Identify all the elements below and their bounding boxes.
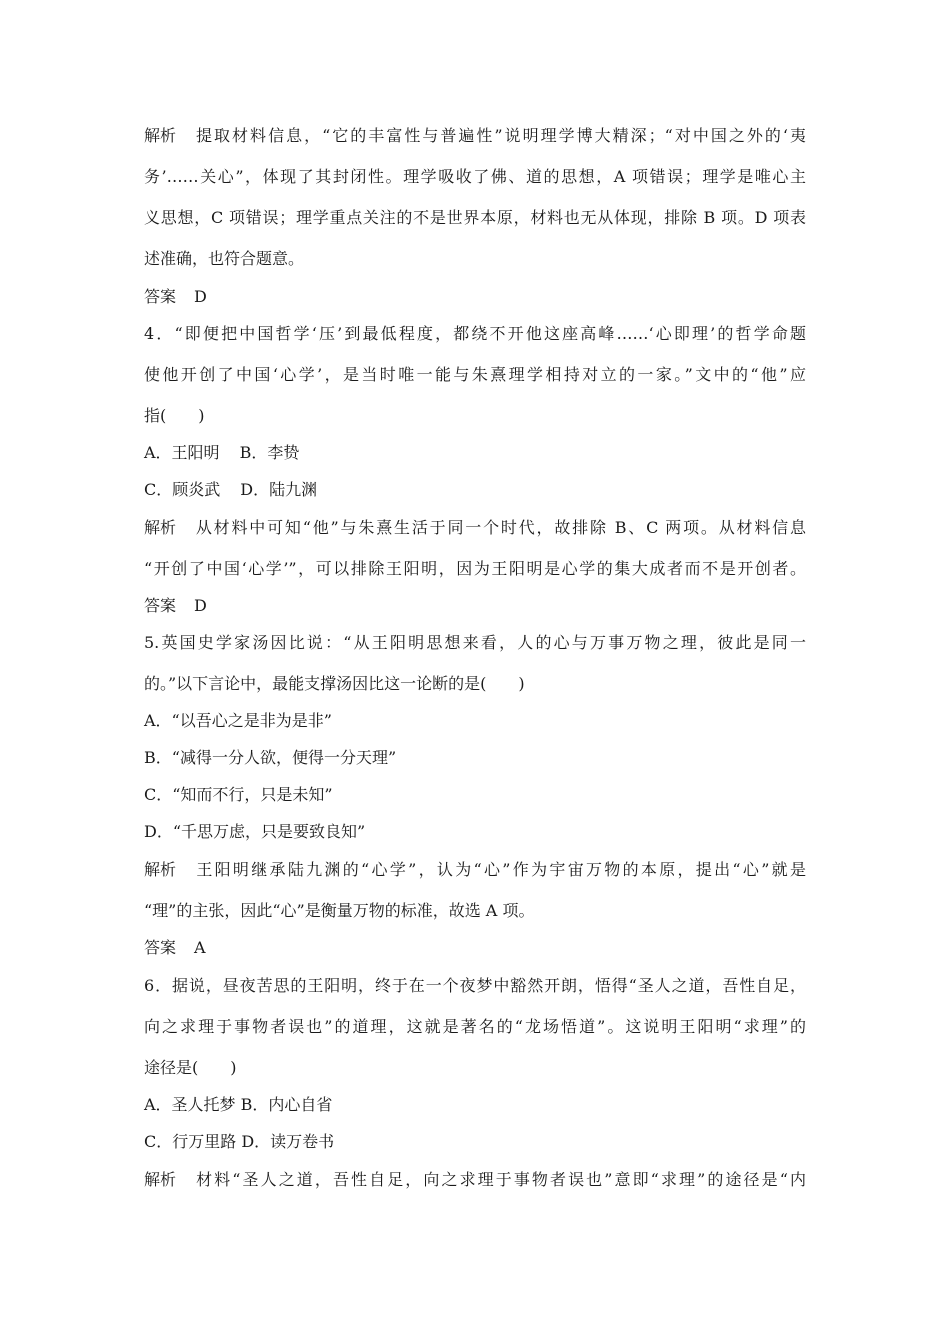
q4-stem-line-3: 指( ) — [144, 406, 205, 425]
q3-analysis-line-2: 务’……关心”，体现了其封闭性。理学吸收了佛、道的思想，A 项错误；理学是唯心主 — [144, 167, 806, 186]
q6-analysis-line-1: 解析 材料“圣人之道，吾性自足，向之求理于事物者误也”意即“求理”的途径是“内 — [144, 1170, 806, 1189]
q5-option-a: A．“以吾心之是非为是非” — [144, 711, 332, 730]
q5-answer — [144, 937, 206, 959]
q4-option-b: B．李贽 — [239, 443, 300, 462]
q3-analysis-line-1: 解析 提取材料信息，“它的丰富性与普遍性”说明理学博大精深；“对中国之外的‘夷 — [144, 126, 806, 145]
q6-options-row-1: A．圣人托梦 B．内心自省 — [144, 1095, 333, 1114]
analysis-label: 解析 — [144, 126, 177, 145]
q6-stem-line-3: 途径是( ) — [144, 1058, 237, 1077]
answer-value: A — [194, 938, 206, 957]
q5-option-d: D．“千思万虑，只是要致良知” — [144, 822, 366, 841]
q5-option-b: B．“减得一分人欲，便得一分天理” — [144, 748, 397, 767]
q4-option-d: D．陆九渊 — [240, 480, 318, 499]
q3-analysis-line-4: 述准确，也符合题意。 — [144, 249, 305, 268]
q6-stem-line-2: 向之求理于事物者误也”的道理，这就是著名的“龙场悟道”。这说明王阳明“求理”的 — [144, 1017, 806, 1036]
q4-analysis-line-2: “开创了中国‘心学’”，可以排除王阳明，因为王阳明是心学的集大成者而不是开创者。 — [144, 559, 806, 578]
q5-stem-line-2: 的。”以下言论中，最能支撑汤因比这一论断的是( ) — [144, 674, 525, 693]
q4-options-row-1 — [144, 442, 299, 464]
q4-stem-line-1: 4．“即便把中国哲学‘压’到最低程度，都绕不开他这座高峰……‘心即理’的哲学命题 — [144, 324, 806, 343]
answer-label: 答案 — [144, 938, 177, 957]
q6-stem-line-1: 6．据说，昼夜苦思的王阳明，终于在一个夜梦中豁然开朗，悟得“圣人之道，吾性自足， — [144, 976, 806, 995]
answer-label: 答案 — [144, 287, 177, 306]
q4-option-c: C．顾炎武 — [144, 480, 221, 499]
q3-answer — [144, 286, 207, 308]
q4-option-a: A．王阳明 — [144, 443, 220, 462]
analysis-label: 解析 — [144, 860, 177, 879]
analysis-label: 解析 — [144, 518, 177, 537]
answer-value: D — [194, 596, 207, 615]
q6-options-row-2: C．行万里路 D．读万卷书 — [144, 1132, 335, 1151]
q3-analysis-line-3: 义思想，C 项错误；理学重点关注的不是世界本原，材料也无从体现，排除 B 项。D 项表 — [144, 208, 806, 227]
q4-options-row-2 — [144, 479, 317, 501]
q4-analysis-line-1: 解析 从材料中可知“他”与朱熹生活于同一个时代，故排除 B、C 两项。从材料信息 — [144, 518, 806, 537]
q4-answer — [144, 595, 207, 617]
q5-stem-line-1: 5.英国史学家汤因比说：“从王阳明思想来看，人的心与万事万物之理，彼此是同一 — [144, 633, 806, 652]
answer-value: D — [194, 287, 207, 306]
analysis-label: 解析 — [144, 1170, 177, 1189]
q4-stem-line-2: 使他开创了中国‘心学’，是当时唯一能与朱熹理学相持对立的一家。”文中的“他”应 — [144, 365, 806, 384]
q5-analysis-line-2: “理”的主张，因此“心”是衡量万物的标准，故选 A 项。 — [144, 901, 535, 920]
q5-option-c: C．“知而不行，只是未知” — [144, 785, 333, 804]
answer-label: 答案 — [144, 596, 177, 615]
q5-analysis-line-1: 解析 王阳明继承陆九渊的“心学”，认为“心”作为宇宙万物的本原，提出“心”就是 — [144, 860, 806, 879]
